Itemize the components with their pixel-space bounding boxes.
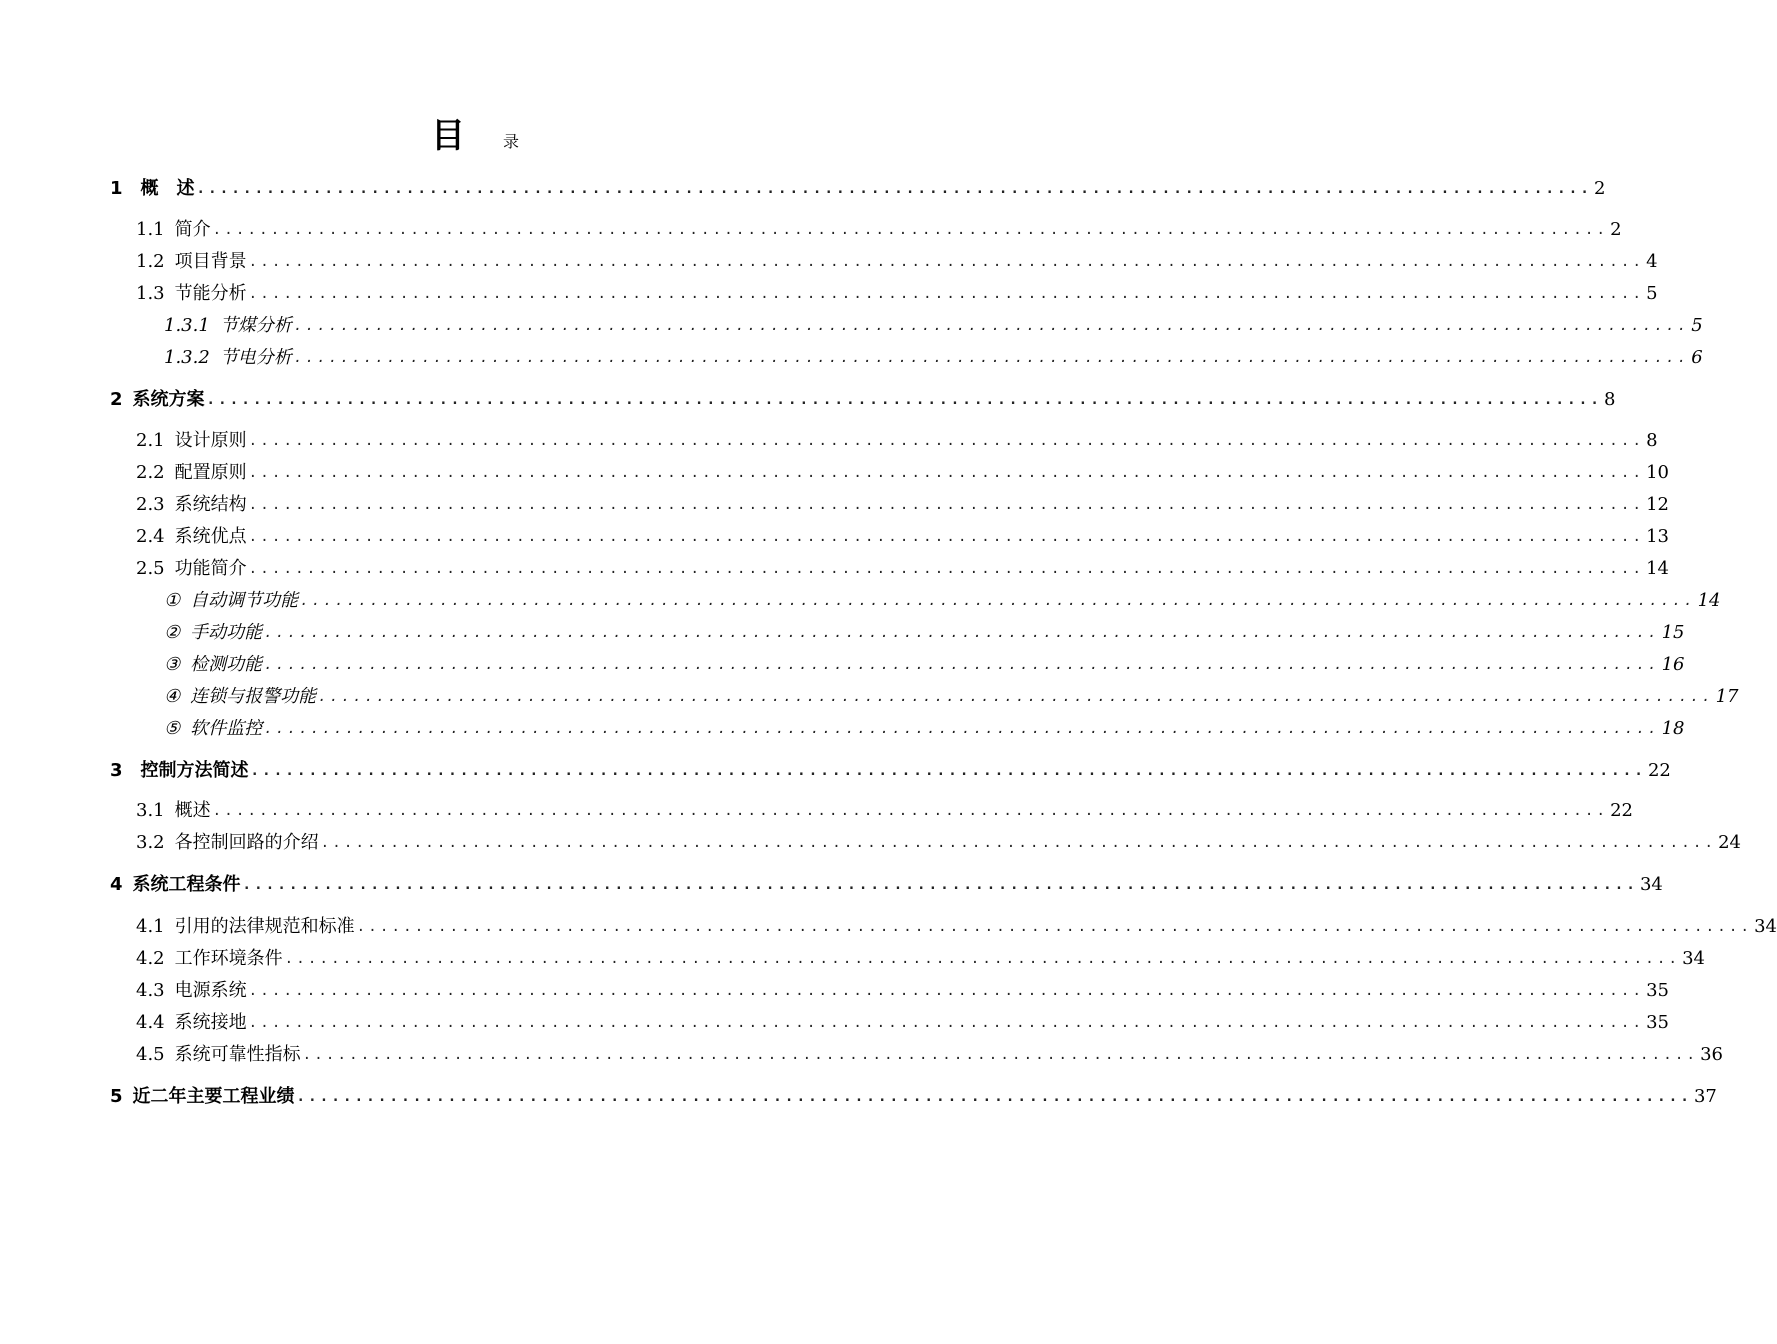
- toc-entry[interactable]: [136, 798, 1633, 824]
- toc-entry-page: 34: [1754, 916, 1777, 937]
- toc-entry[interactable]: [136, 492, 1669, 518]
- toc-entry-label: [164, 652, 262, 678]
- toc-entry[interactable]: [136, 946, 1705, 972]
- toc-dot-leader: ........................................................................................................................: [212, 803, 1609, 819]
- toc-entry-page: 16: [1661, 654, 1685, 675]
- toc-entry-label: [136, 978, 247, 1004]
- toc-entry-text: 项目背景: [174, 251, 247, 272]
- toc-entry-page: 22: [1647, 760, 1671, 781]
- toc-dot-leader: ........................................................................................................................: [248, 465, 1645, 481]
- toc-entry-text: 概述: [174, 800, 211, 821]
- toc-entry-number: 1.1: [136, 219, 165, 240]
- toc-entry-text: 引用的法律规范和标准: [174, 916, 355, 937]
- toc-entry-page: 24: [1718, 832, 1741, 853]
- toc-entry-page: 35: [1646, 1012, 1669, 1033]
- toc-entry-label: [136, 1042, 301, 1068]
- toc-entry-page: 8: [1646, 430, 1658, 451]
- toc-entry[interactable]: [110, 387, 1616, 413]
- toc-entry-page: 5: [1646, 283, 1658, 304]
- toc-entry-text: 控制方法简述: [140, 760, 249, 781]
- toc-entry-page: 14: [1697, 590, 1721, 611]
- toc-dot-leader: ........................................................................................................................: [242, 877, 1638, 893]
- toc-entry[interactable]: [164, 345, 1703, 371]
- toc-entry-number: 3.2: [136, 832, 165, 853]
- toc-entry[interactable]: [136, 281, 1658, 307]
- toc-entry-text: 系统接地: [174, 1012, 247, 1033]
- toc-entry-page: 8: [1603, 389, 1616, 410]
- toc-entry-text: 功能简介: [174, 558, 247, 579]
- toc-entry[interactable]: [136, 249, 1658, 275]
- toc-entry-page: 37: [1693, 1086, 1717, 1107]
- toc-entry-label: [110, 176, 195, 202]
- toc-dot-leader: ........................................................................................................................: [296, 1089, 1692, 1105]
- toc-entry-number: 1.3: [136, 283, 165, 304]
- toc-dot-leader: ........................................................................................................................: [248, 433, 1645, 449]
- toc-dot-leader: ........................................................................................................................: [248, 497, 1645, 513]
- toc-title-main: 目: [430, 116, 465, 156]
- toc-entry-number: 2.2: [136, 462, 165, 483]
- toc-entry-number: 3.1: [136, 800, 165, 821]
- toc-entry-number: 4.2: [136, 948, 165, 969]
- toc-entry[interactable]: [164, 652, 1685, 678]
- toc-entry[interactable]: [164, 684, 1739, 710]
- toc-title-sub: 录: [502, 132, 519, 151]
- toc-dot-leader: ........................................................................................................................: [248, 983, 1645, 999]
- toc-entry-label: [136, 217, 211, 243]
- toc-entry-label: [136, 798, 211, 824]
- toc-entry-label: [110, 1084, 295, 1110]
- toc-entry-label: [136, 281, 247, 307]
- toc-entry-text: 简介: [174, 219, 211, 240]
- toc-entry-text: 工作环境条件: [174, 948, 283, 969]
- toc-entry-label: [164, 716, 262, 742]
- toc-entry-label: [164, 345, 292, 371]
- toc-entry-number: 1.3.2: [164, 347, 210, 368]
- toc-dot-leader: ........................................................................................................................: [293, 318, 1690, 334]
- toc-entry-label: [136, 914, 355, 940]
- toc-entry[interactable]: [164, 313, 1703, 339]
- toc-dot-leader: ........................................................................................................................: [250, 763, 1646, 779]
- toc-entry-number: 1.2: [136, 251, 165, 272]
- toc-entry-text: 节能分析: [174, 283, 247, 304]
- toc-entry-page: 34: [1639, 874, 1663, 895]
- toc-entry[interactable]: [136, 1042, 1723, 1068]
- toc-entry-text: 系统优点: [174, 526, 247, 547]
- toc-entry-number: 3: [110, 760, 123, 781]
- toc-entry-label: [164, 313, 292, 339]
- toc-entry[interactable]: [136, 460, 1669, 486]
- toc-entry-page: 34: [1682, 948, 1705, 969]
- toc-entry-number: 1.3.1: [164, 315, 210, 336]
- toc-entry[interactable]: [164, 588, 1721, 614]
- toc-entry-label: [136, 249, 247, 275]
- toc-entry-number: 4.4: [136, 1012, 165, 1033]
- toc-entry-text: 设计原则: [174, 430, 247, 451]
- toc-entry-text: 系统结构: [174, 494, 247, 515]
- toc-entry[interactable]: [136, 428, 1658, 454]
- toc-entry-page: 35: [1646, 980, 1669, 1001]
- toc-dot-leader: ........................................................................................................................: [300, 593, 1696, 609]
- toc-entry-page: 15: [1661, 622, 1685, 643]
- toc-dot-leader: ........................................................................................................................: [248, 529, 1645, 545]
- toc-entry-page: 14: [1646, 558, 1669, 579]
- toc-entry[interactable]: [110, 1084, 1717, 1110]
- toc-dot-leader: ........................................................................................................................: [264, 657, 1660, 673]
- toc-entry-label: [164, 620, 262, 646]
- toc-entry-page: 22: [1610, 800, 1633, 821]
- toc-entry-number: 2.4: [136, 526, 165, 547]
- toc-dot-leader: ........................................................................................................................: [320, 835, 1717, 851]
- toc-entry-number: 1: [110, 178, 123, 199]
- toc-entry-label: [110, 872, 241, 898]
- toc-entry-label: [110, 758, 249, 784]
- toc-entry-label: [136, 524, 247, 550]
- toc-entry-page: 17: [1715, 686, 1739, 707]
- toc-entry-text: 电源系统: [174, 980, 247, 1001]
- toc-entry-text: 概 述: [140, 178, 195, 199]
- toc-entry[interactable]: [136, 1010, 1669, 1036]
- toc-entry-page: 12: [1646, 494, 1669, 515]
- toc-dot-leader: ........................................................................................................................: [318, 689, 1714, 705]
- toc-dot-leader: ........................................................................................................................: [248, 1015, 1645, 1031]
- toc-entry-text: 节电分析: [219, 347, 292, 368]
- toc-entry-label: [136, 946, 283, 972]
- toc-entry[interactable]: [110, 758, 1671, 784]
- toc-dot-leader: ........................................................................................................................: [206, 392, 1602, 408]
- toc-entry-label: [136, 1010, 247, 1036]
- toc-entry-number: ②: [164, 622, 181, 643]
- toc-entry-text: 自动调节功能: [190, 590, 299, 611]
- toc-entry-number: ①: [164, 590, 181, 611]
- toc-entry-text: 手动功能: [190, 622, 263, 643]
- toc-dot-leader: ........................................................................................................................: [264, 625, 1660, 641]
- toc-dot-leader: ........................................................................................................................: [248, 561, 1645, 577]
- toc-entry-label: [164, 684, 316, 710]
- toc-entry-number: 4.1: [136, 916, 165, 937]
- toc-entry-number: ③: [164, 654, 181, 675]
- toc-dot-leader: ........................................................................................................................: [264, 721, 1660, 737]
- toc-entry[interactable]: [136, 556, 1669, 582]
- toc-entry-page: 2: [1593, 178, 1606, 199]
- toc-entry-number: 2.1: [136, 430, 165, 451]
- toc-entry-page: 10: [1646, 462, 1669, 483]
- toc-entry[interactable]: [136, 524, 1669, 550]
- toc-entry-number: ⑤: [164, 718, 181, 739]
- toc-dot-leader: ........................................................................................................................: [248, 286, 1645, 302]
- toc-entry-label: [136, 460, 247, 486]
- toc-entry-number: ④: [164, 686, 181, 707]
- toc-dot-leader: ........................................................................................................................: [212, 222, 1609, 238]
- toc-entry-label: [136, 492, 247, 518]
- toc-dot-leader: ........................................................................................................................: [248, 254, 1645, 270]
- toc-entry-text: 检测功能: [190, 654, 263, 675]
- toc-entry-text: 软件监控: [190, 718, 263, 739]
- toc-entry[interactable]: [136, 217, 1622, 243]
- toc-entry-number: 5: [110, 1086, 123, 1107]
- toc-entry-page: 6: [1691, 347, 1703, 368]
- toc-entry-page: 4: [1646, 251, 1658, 272]
- toc-entry[interactable]: [164, 620, 1685, 646]
- toc-entry[interactable]: [164, 716, 1685, 742]
- toc-entry-page: 5: [1691, 315, 1703, 336]
- toc-entry-text: 配置原则: [174, 462, 247, 483]
- toc-entry-number: 2: [110, 389, 123, 410]
- toc-entry-text: 系统方案: [132, 389, 205, 410]
- toc-entry-label: [110, 387, 205, 413]
- toc-entry[interactable]: [110, 176, 1606, 202]
- toc-entry-number: 4.5: [136, 1044, 165, 1065]
- toc-dot-leader: ........................................................................................................................: [293, 350, 1690, 366]
- toc-entry-text: 节煤分析: [219, 315, 292, 336]
- toc-dot-leader: ........................................................................................................................: [302, 1047, 1699, 1063]
- toc-entry-number: 4: [110, 874, 123, 895]
- toc-entry-page: 18: [1661, 718, 1685, 739]
- toc-entry[interactable]: [136, 914, 1777, 940]
- toc-entry[interactable]: [136, 830, 1741, 856]
- toc-entry-label: [136, 830, 319, 856]
- toc-dot-leader: ........................................................................................................................: [356, 919, 1753, 935]
- toc-entry-page: 2: [1610, 219, 1622, 240]
- toc-entry-text: 近二年主要工程业绩: [132, 1086, 295, 1107]
- toc-entry[interactable]: [110, 872, 1663, 898]
- toc-entry-number: 4.3: [136, 980, 165, 1001]
- toc-entry-label: [164, 588, 298, 614]
- toc-entry-text: 连锁与报警功能: [190, 686, 317, 707]
- toc-entry-page: 36: [1700, 1044, 1723, 1065]
- toc-entry-text: 各控制回路的介绍: [174, 832, 319, 853]
- toc-entry-label: [136, 428, 247, 454]
- toc-entry-label: [136, 556, 247, 582]
- toc-dot-leader: ........................................................................................................................: [196, 181, 1592, 197]
- toc-entry-number: 2.5: [136, 558, 165, 579]
- toc-entry-number: 2.3: [136, 494, 165, 515]
- toc-entry-text: 系统可靠性指标: [174, 1044, 301, 1065]
- toc-title: [0, 108, 950, 156]
- toc-entry-page: 13: [1646, 526, 1669, 547]
- toc-entry-text: 系统工程条件: [132, 874, 241, 895]
- toc-entry[interactable]: [136, 978, 1669, 1004]
- toc-dot-leader: ........................................................................................................................: [284, 951, 1681, 967]
